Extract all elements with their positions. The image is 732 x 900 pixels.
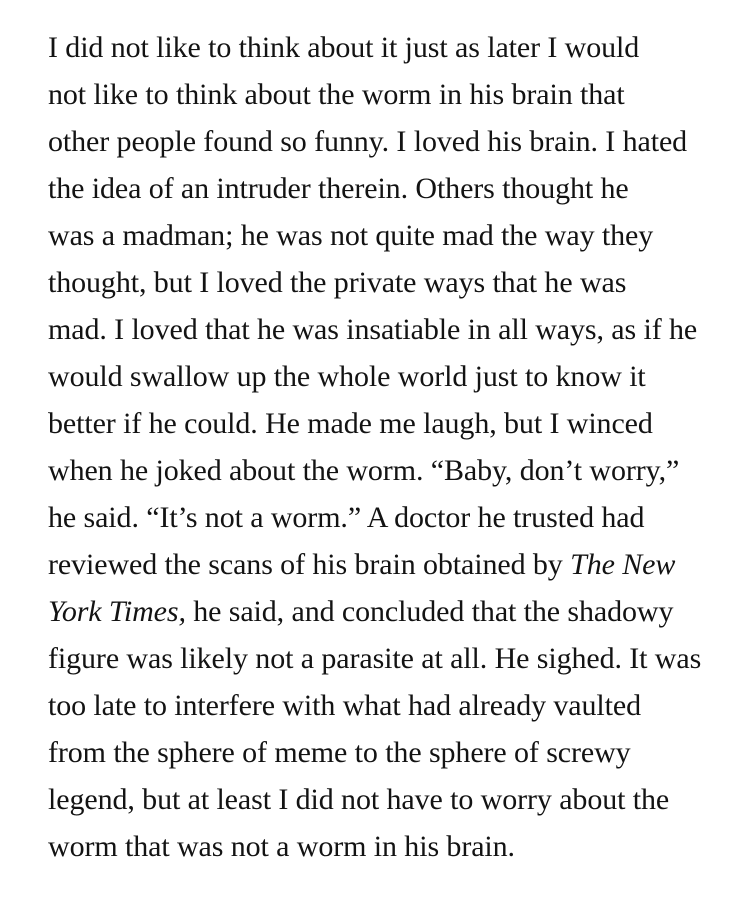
text-line bbox=[48, 259, 712, 306]
text-segment: reviewed the scans of his brain obtained by bbox=[48, 548, 571, 581]
text-line bbox=[48, 71, 712, 118]
italic-text-segment: York Times, bbox=[48, 595, 186, 628]
text-line bbox=[48, 776, 712, 823]
text-line bbox=[48, 212, 712, 259]
text-segment: better if he could. He made me laugh, but I winced bbox=[48, 407, 653, 440]
text-segment: when he joked about the worm. “Baby, don’t worry,” bbox=[48, 454, 680, 487]
text-line bbox=[48, 447, 712, 494]
text-line bbox=[48, 24, 712, 71]
text-segment: figure was likely not a parasite at all. He sighed. It was bbox=[48, 642, 702, 675]
text-line bbox=[48, 165, 712, 212]
text-segment: mad. I loved that he was insatiable in all ways, as if he bbox=[48, 313, 698, 346]
text-segment: thought, but I loved the private ways that he was bbox=[48, 266, 627, 299]
text-segment: too late to interfere with what had already vaulted bbox=[48, 689, 641, 722]
text-line bbox=[48, 400, 712, 447]
text-segment: he said, and concluded that the shadowy bbox=[185, 595, 674, 628]
text-segment: the idea of an intruder therein. Others thought he bbox=[48, 172, 629, 205]
text-segment: from the sphere of meme to the sphere of screwy bbox=[48, 736, 631, 769]
text-segment: other people found so funny. I loved his brain. I hated bbox=[48, 125, 688, 158]
text-segment: worm that was not a worm in his brain. bbox=[48, 830, 515, 863]
text-line bbox=[48, 494, 712, 541]
text-segment: legend, but at least I did not have to worry about the bbox=[48, 783, 670, 816]
text-segment: I did not like to think about it just as later I would bbox=[48, 31, 640, 64]
text-line bbox=[48, 588, 712, 635]
text-line bbox=[48, 306, 712, 353]
text-line bbox=[48, 729, 712, 776]
text-line bbox=[48, 682, 712, 729]
text-line bbox=[48, 635, 712, 682]
text-segment: he said. “It’s not a worm.” A doctor he trusted had bbox=[48, 501, 645, 534]
text-line bbox=[48, 823, 712, 870]
italic-text-segment: The New bbox=[570, 548, 676, 581]
text-segment: not like to think about the worm in his brain that bbox=[48, 78, 625, 111]
text-line bbox=[48, 118, 712, 165]
text-line bbox=[48, 541, 712, 588]
text-line bbox=[48, 353, 712, 400]
text-segment: was a madman; he was not quite mad the way they bbox=[48, 219, 654, 252]
text-segment: would swallow up the whole world just to know it bbox=[48, 360, 646, 393]
